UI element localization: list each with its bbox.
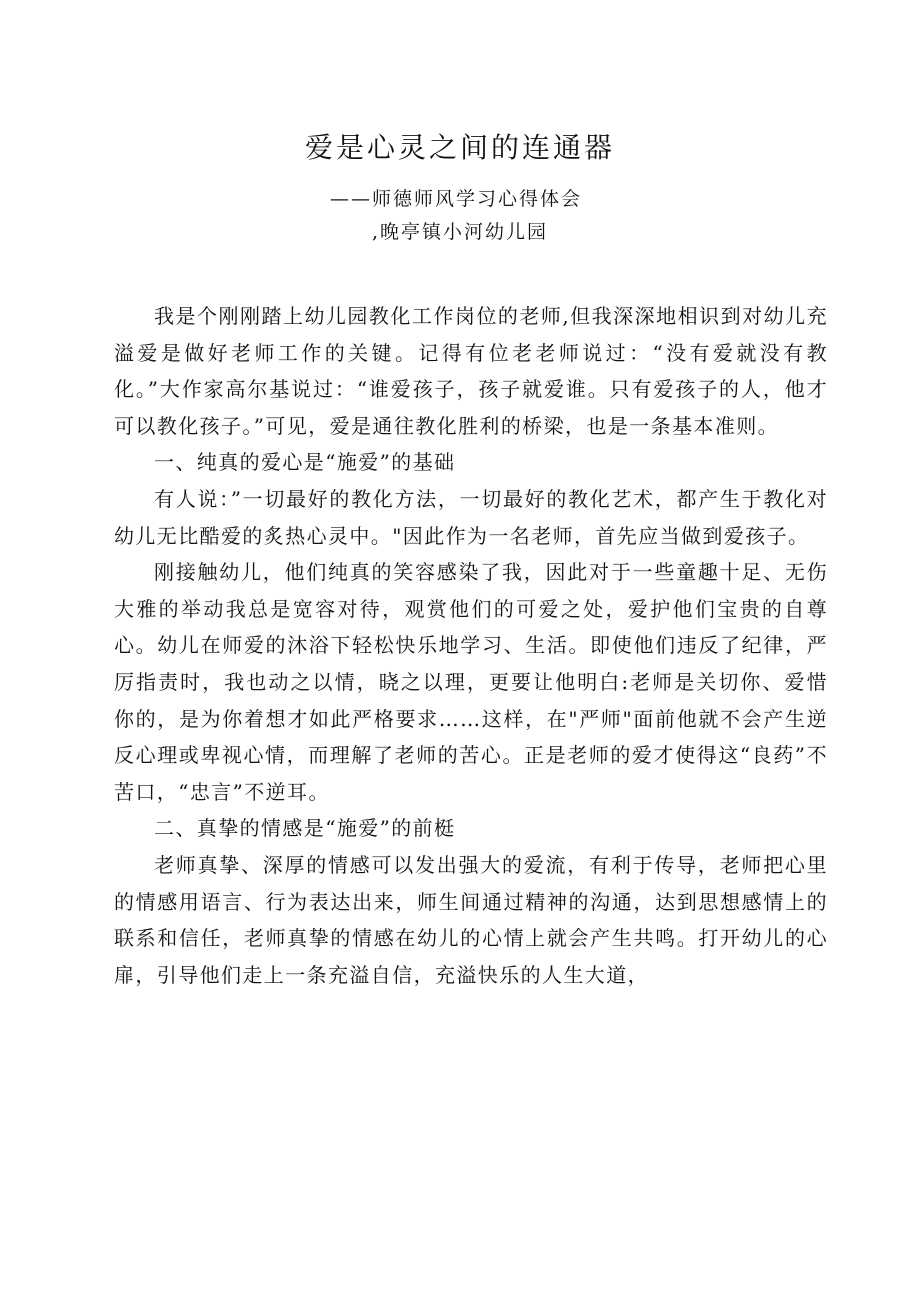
document-title: 爱是心灵之间的连通器 <box>304 131 615 164</box>
paragraph-quote: 有人说：”一切最好的教化方法，一切最好的教化艺术，都产生于教化对幼儿无比酷爱的炙热心灵中。"因此作为一名老师，首先应当做到爱孩子。 <box>114 486 828 548</box>
paragraph-emotion: 老师真挚、深厚的情感可以发出强大的爱流，有利于传导，老师把心里的情感用语言、行为表达出来，师生间通过精神的沟通，达到思想感情上的联系和信任，老师真挚的情感在幼儿的心情上就会产生共鸣。打开幼儿的心扉，引导他们走上一条充溢自信，充溢快乐的人生大道， <box>114 852 828 987</box>
paragraph-intro: 我是个刚刚踏上幼儿园教化工作岗位的老师,但我深深地相识到对幼儿充溢爱是做好老师工作的关键。记得有位老老师说过：“没有爱就没有教化。”大作家高尔基说过：“谁爱孩子，孩子就爱谁。只有爱孩子的人，他才可以教化孩子。”可见，爱是通往教化胜利的桥梁，也是一条基本准则。 <box>114 304 828 438</box>
document-subtitle: ——师德师风学习心得体会 <box>330 188 583 210</box>
document-body <box>114 298 828 993</box>
section-heading-1: 一、纯真的爱心是“施爱”的基础 <box>154 450 456 475</box>
section-heading-2: 二、真挚的情感是“施爱”的前梃 <box>154 816 456 841</box>
document-author: ,晚亭镇小河幼儿园 <box>372 221 549 243</box>
paragraph-tolerance: 刚接触幼儿，他们纯真的笑容感染了我，因此对于一些童趣十足、无伤大雅的举动我总是宽容对待，观赏他们的可爱之处，爱护他们宝贵的自尊心。幼儿在师爱的沐浴下轻松快乐地学习、生活。即使他们违反了纪律，严厉指责时，我也动之以情，晓之以理，更要让他明白:老师是关切你、爱惜你的，是为你着想才如此严格要求……这样，在"严师"面前他就不会产生逆反心理或卑视心情，而理解了老师的苦心。正是老师的爱才使得这“良药”不苦口，“忠言”不逆耳。 <box>114 560 828 804</box>
